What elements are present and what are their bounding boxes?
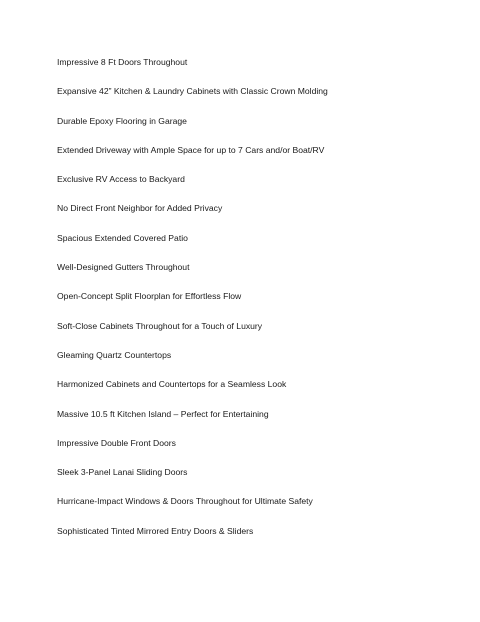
feature-item: Hurricane-Impact Windows & Doors Throughout for Ultimate Safety [57, 496, 313, 507]
feature-item: Impressive Double Front Doors [57, 437, 176, 448]
feature-list [57, 56, 457, 554]
feature-item: Harmonized Cabinets and Countertops for a Seamless Look [57, 379, 287, 390]
feature-item: No Direct Front Neighbor for Added Privacy [57, 203, 223, 214]
feature-item: Massive 10.5 ft Kitchen Island – Perfect for Entertaining [57, 408, 269, 419]
feature-item: Extended Driveway with Ample Space for up to 7 Cars and/or Boat/RV [57, 144, 325, 155]
feature-item: Sleek 3-Panel Lanai Sliding Doors [57, 467, 188, 478]
feature-item: Open-Concept Split Floorplan for Effortless Flow [57, 291, 242, 302]
feature-item: Durable Epoxy Flooring in Garage [57, 115, 187, 126]
feature-item: Soft-Close Cabinets Throughout for a Touch of Luxury [57, 320, 263, 331]
feature-item: Exclusive RV Access to Backyard [57, 174, 185, 185]
feature-item: Expansive 42” Kitchen & Laundry Cabinets with Classic Crown Molding [57, 86, 328, 97]
feature-item: Well-Designed Gutters Throughout [57, 262, 190, 273]
feature-item: Gleaming Quartz Countertops [57, 349, 172, 360]
feature-item: Sophisticated Tinted Mirrored Entry Doors & Sliders [57, 525, 254, 536]
feature-item: Impressive 8 Ft Doors Throughout [57, 57, 188, 67]
feature-item: Spacious Extended Covered Patio [57, 232, 188, 243]
